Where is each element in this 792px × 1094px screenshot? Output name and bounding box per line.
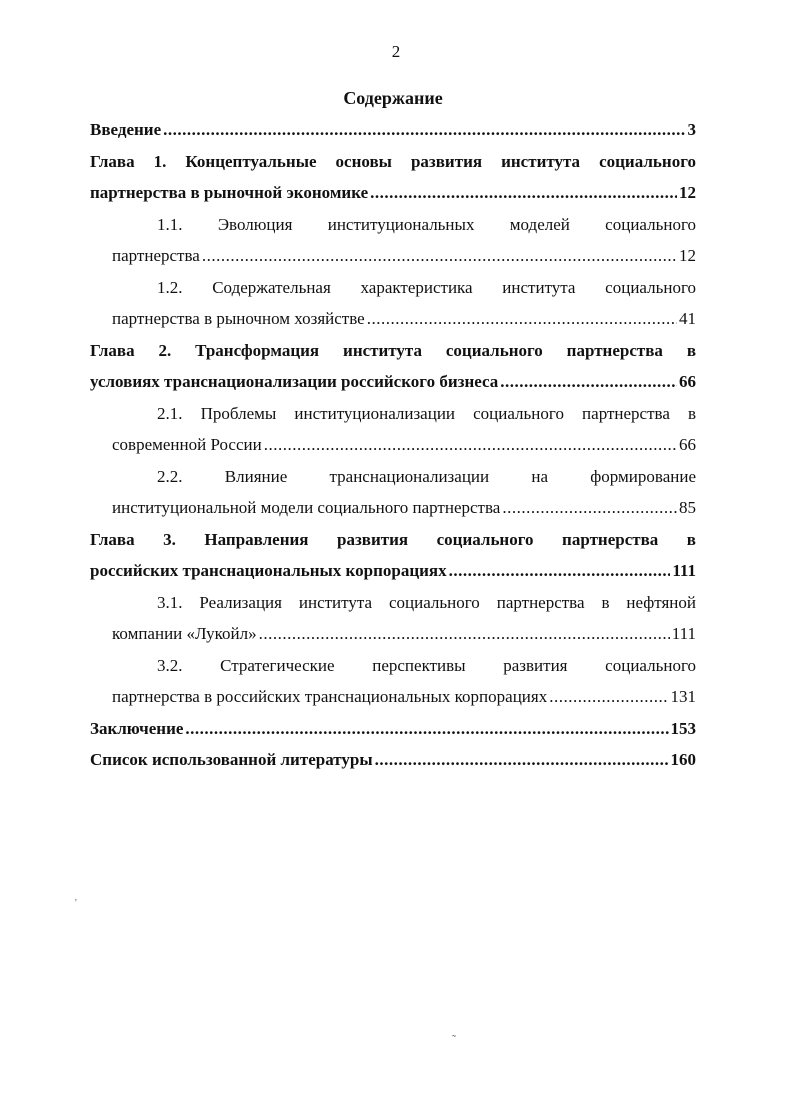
toc-entry-section-1-1-page: 12 (679, 246, 696, 265)
toc-entry-section-3-1-title-end: компании «Лукойл» (112, 624, 257, 643)
toc-entry-intro-title: Введение (90, 120, 162, 139)
dot-leader (370, 177, 677, 209)
dot-leader (502, 492, 677, 524)
toc-entry-section-1-2-page: 41 (679, 309, 696, 328)
toc-entry-section-1-1-line-2 (90, 240, 696, 272)
toc-entry-section-3-2-title-end: партнерства в российских транснациональных корпорациях (112, 687, 548, 706)
scan-artifact-mark: ' (75, 898, 77, 909)
toc-entry-section-3-1-page: 111 (671, 624, 696, 643)
dot-leader (367, 303, 677, 335)
dot-leader (449, 555, 671, 587)
toc-entry-intro-page: 3 (687, 120, 696, 139)
dot-leader (264, 429, 677, 461)
dot-leader (549, 681, 668, 713)
toc-entry-section-3-1-line-1: 3.1. Реализация института социального партнерства в нефтяной (157, 592, 696, 612)
toc-entry-chapter-3-line-1: Глава 3. Направления развития социального партнерства в (90, 529, 696, 549)
dot-leader (202, 240, 677, 272)
toc-entry-chapter-3-page: 111 (672, 561, 696, 580)
toc-entry-section-1-1-line-1: 1.1. Эволюция институциональных моделей социального (157, 214, 696, 234)
toc-entry-section-3-2-line-1: 3.2. Стратегические перспективы развития социального (157, 655, 696, 675)
scan-artifact-mark: ˜ (452, 1032, 456, 1046)
toc-entry-section-2-1-title-end: современной России (112, 435, 262, 454)
toc-entry-references (90, 744, 696, 776)
toc-entry-section-3-2-line-2 (90, 681, 696, 713)
toc-entry-intro (90, 114, 696, 146)
toc-title: Содержание (343, 88, 443, 108)
toc-entry-chapter-1-title-end: партнерства в рыночной экономике (90, 183, 369, 202)
toc-entry-chapter-3-line-2 (90, 555, 696, 587)
toc-entry-chapter-1-line-2 (90, 177, 696, 209)
toc-entry-section-2-2-title-end: институциональной модели социального партнерства (112, 498, 501, 517)
toc-entry-section-2-1-page: 66 (679, 435, 696, 454)
toc-entry-section-1-2-line-2 (90, 303, 696, 335)
dot-leader (375, 744, 669, 776)
toc-entry-chapter-2-line-1: Глава 2. Трансформация института социального партнерства в (90, 340, 696, 360)
toc-entry-references-page: 160 (670, 750, 696, 769)
dot-leader (163, 114, 685, 146)
toc-entry-chapter-2-line-2 (90, 366, 696, 398)
toc-entry-chapter-2-title-end: условиях транснационализации российского бизнеса (90, 372, 499, 391)
toc-entry-references-title: Список использованной литературы (90, 750, 373, 769)
toc-entry-section-1-2-title-end: партнерства в рыночном хозяйстве (112, 309, 365, 328)
table-of-contents (90, 114, 696, 776)
toc-entry-section-2-2-line-1: 2.2. Влияние транснационализации на формирование (157, 466, 696, 486)
toc-entry-chapter-2-page: 66 (679, 372, 696, 391)
toc-entry-conclusion (90, 713, 696, 745)
toc-entry-section-2-2-line-2 (90, 492, 696, 524)
dot-leader (500, 366, 677, 398)
dot-leader (259, 618, 670, 650)
toc-entry-section-3-2-page: 131 (670, 687, 696, 706)
toc-entry-section-1-2-line-1: 1.2. Содержательная характеристика института социального (157, 277, 696, 297)
toc-entry-section-2-2-page: 85 (679, 498, 696, 517)
toc-entry-chapter-3-title-end: российских транснациональных корпорациях (90, 561, 447, 580)
toc-entry-conclusion-page: 153 (670, 718, 696, 738)
toc-entry-chapter-1-line-1: Глава 1. Концептуальные основы развития института социального (90, 151, 696, 171)
page-number: 2 (391, 42, 401, 61)
toc-entry-section-2-1-line-1: 2.1. Проблемы институционализации социального партнерства в (157, 403, 696, 423)
toc-entry-conclusion-title: Заключение (90, 718, 184, 738)
dot-leader (185, 713, 668, 745)
toc-entry-section-3-1-line-2 (90, 618, 696, 650)
toc-entry-section-1-1-title-end: партнерства (112, 246, 200, 265)
toc-entry-chapter-1-page: 12 (679, 183, 696, 202)
toc-entry-section-2-1-line-2 (90, 429, 696, 461)
